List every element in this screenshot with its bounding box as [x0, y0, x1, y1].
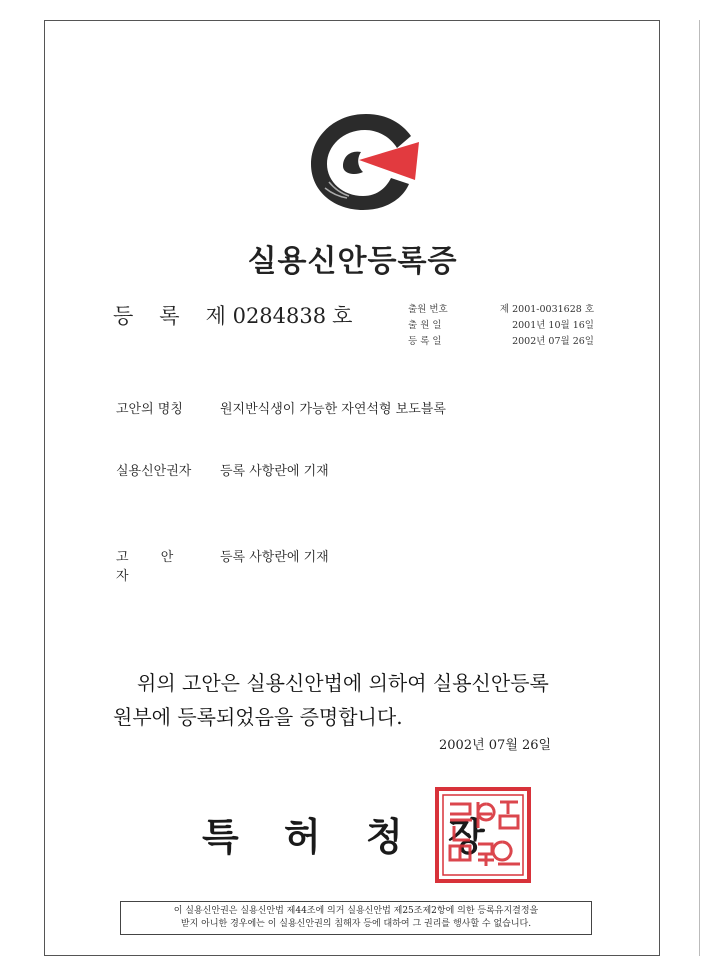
- issuer-char: 청: [366, 815, 403, 859]
- meta-row: [408, 302, 594, 318]
- field-inventor: [116, 546, 329, 584]
- reg-number-value: 0284838: [232, 304, 327, 328]
- field-invention-title: [116, 398, 446, 417]
- meta-value: 제 2001-0031628 호: [499, 304, 594, 315]
- reg-suffix: 호: [332, 304, 353, 328]
- field-label: 실용신안권자: [116, 464, 192, 479]
- issuer-char: 허: [284, 815, 321, 859]
- meta-row: [408, 318, 594, 334]
- document-title: 실용신안등록증: [247, 244, 458, 279]
- certification-statement: [113, 666, 623, 734]
- field-value: 등록 사항란에 기재: [220, 464, 329, 479]
- field-right-holder: [116, 460, 329, 479]
- notice-line: 이 실용신안권은 실용신안법 제44조에 의거 실용신안법 제25조제2항에 의한 등록유지결정을: [173, 906, 539, 916]
- field-label: 고 안 자: [116, 550, 188, 584]
- notice-line: 받지 아니한 경우에는 이 실용신안권의 침해자 등에 대하여 그 권리를 행사할 수 없습니다.: [180, 919, 532, 929]
- reg-label-char: 록: [159, 304, 180, 328]
- legal-notice-box: [120, 901, 592, 935]
- meta-value: 2002년 07월 26일: [512, 336, 594, 347]
- field-value: 등록 사항란에 기재: [220, 550, 329, 565]
- meta-label: 출 원 일: [408, 320, 442, 331]
- reg-label-char: 제: [205, 304, 226, 328]
- meta-value: 2001년 10월 16일: [512, 320, 594, 331]
- registration-number: [113, 300, 352, 330]
- page-edge: [699, 20, 700, 956]
- meta-row: [408, 334, 594, 350]
- certification-line: 위의 고안은 실용신안법에 의하여 실용신안등록: [137, 671, 549, 695]
- issue-date: 2002년 07월 26일: [439, 738, 552, 753]
- issuer-char: 장: [448, 815, 485, 859]
- reg-label-char: 등: [113, 304, 134, 328]
- official-seal-icon: [434, 786, 532, 884]
- issuer-char: 특: [202, 815, 239, 859]
- certification-line: 원부에 등록되었음을 증명합니다.: [113, 705, 403, 729]
- meta-label: 출원 번호: [408, 304, 448, 315]
- field-label: 고안의 명칭: [116, 402, 183, 417]
- application-meta: [408, 302, 594, 350]
- field-value: 원지반식생이 가능한 자연석형 보도블록: [220, 402, 446, 417]
- kipo-emblem-icon: [303, 106, 429, 216]
- meta-label: 등 록 일: [408, 336, 442, 347]
